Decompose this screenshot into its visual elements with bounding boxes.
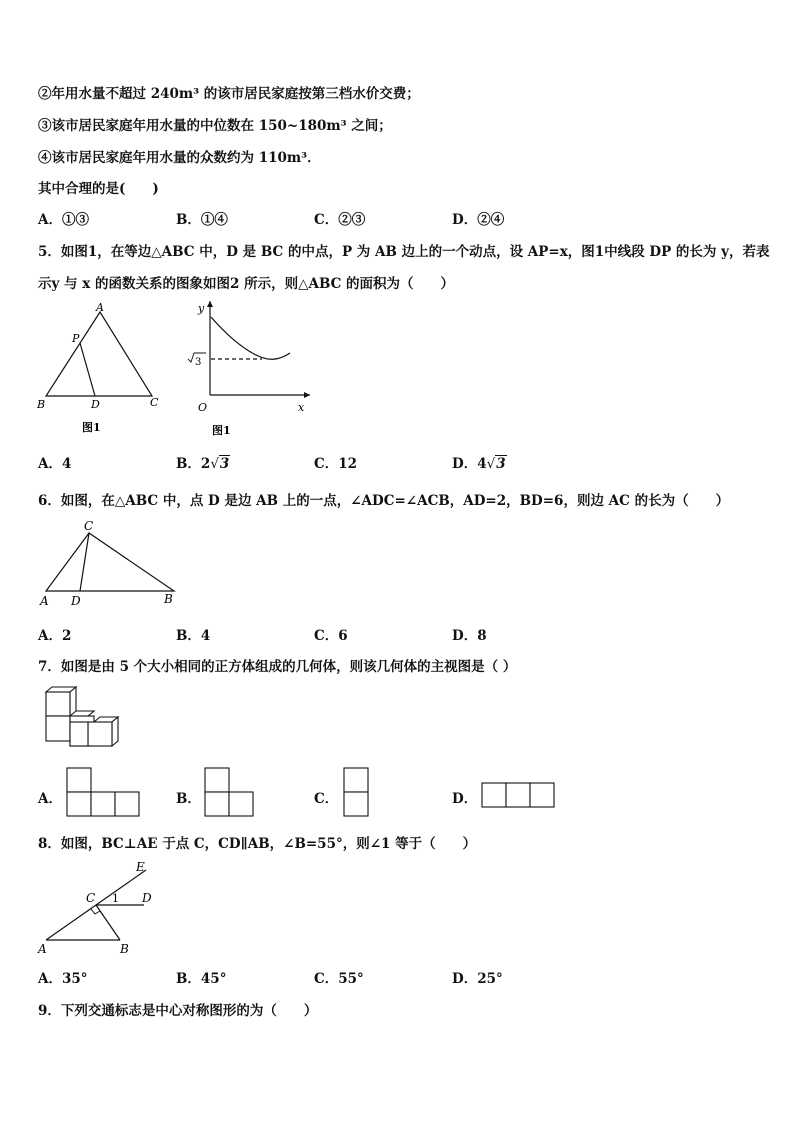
q8-option-d: D．25° xyxy=(452,971,503,987)
q6-option-c: C．6 xyxy=(314,628,348,644)
q5-option-d-radicand: 3 xyxy=(496,456,506,472)
q8-option-c: C．55° xyxy=(314,971,364,987)
q6-label-a: A xyxy=(40,594,49,608)
q8-label-e: E xyxy=(136,860,145,874)
statement-2: ②年用水量不超过 240m³ 的该市居民家庭按第三档水价交费； xyxy=(38,86,420,102)
fig1-caption: 图1 xyxy=(82,421,101,434)
q4-option-d: D．②④ xyxy=(452,212,505,228)
fig2-label-y: y xyxy=(198,302,205,315)
q7-option-a: A． xyxy=(38,791,62,807)
q7-option-c-view xyxy=(343,767,371,819)
q8-option-a: A．35° xyxy=(38,971,88,987)
q7-option-d-view xyxy=(481,782,559,810)
q7-option-b: B． xyxy=(176,791,201,807)
fig1-label-b: B xyxy=(37,398,46,411)
q6-label-b: B xyxy=(164,592,173,606)
fig1-label-d: D xyxy=(91,398,100,411)
q7-text: 7．如图是由 5 个大小相同的正方体组成的几何体，则该几何体的主视图是（ ） xyxy=(38,659,517,675)
q7-option-c: C． xyxy=(314,791,339,807)
q8-label-angle-1: 1 xyxy=(112,892,119,905)
q4-option-a: A．①③ xyxy=(38,212,89,228)
q8-label-d: D xyxy=(142,891,152,905)
q5-option-b-radicand: 3 xyxy=(219,456,230,472)
fig1-label-c: C xyxy=(150,396,159,409)
q7-option-a-view xyxy=(66,767,142,819)
q5-option-d: D．4√3 xyxy=(452,456,506,472)
q5-text-line1: 5．如图1，在等边△ABC 中，D 是 BC 的中点，P 为 AB 边上的一个动点，设 AP=x，图1中线段 DP 的长为 y，若表 xyxy=(38,244,770,260)
q4-option-b: B．①④ xyxy=(176,212,228,228)
q8-figure xyxy=(34,856,164,960)
fig1-label-p: P xyxy=(72,332,80,345)
q8-label-a: A xyxy=(38,942,47,956)
q6-option-b: B．4 xyxy=(176,628,211,644)
q5-figure-1 xyxy=(34,300,164,435)
fig2-label-sqrt3: 3 xyxy=(195,357,202,368)
q5-text-line2: 示y 与 x 的函数关系的图象如图2 所示，则△ABC 的面积为（ ） xyxy=(38,276,455,292)
fig2-label-x: x xyxy=(298,401,305,414)
q4-option-c: C．②③ xyxy=(314,212,366,228)
q7-solid-figure xyxy=(40,684,124,750)
statement-3: ③该市居民家庭年用水量的中位数在 150~180m³ 之间； xyxy=(38,118,392,134)
q6-option-d: D．8 xyxy=(452,628,487,644)
statement-4: ④该市居民家庭年用水量的众数约为 110m³． xyxy=(38,150,321,166)
q7-option-d: D． xyxy=(452,791,478,807)
q6-label-c: C xyxy=(84,519,94,533)
q6-option-a: A．2 xyxy=(38,628,72,644)
q8-label-b: B xyxy=(120,942,129,956)
fig2-label-o: O xyxy=(198,401,208,414)
q5-option-a: A．4 xyxy=(38,456,72,472)
fig1-label-a: A xyxy=(96,301,104,314)
q5-figure-2 xyxy=(180,295,320,440)
q8-text: 8．如图，BC⊥AE 于点 C，CD∥AB，∠B=55°，则∠1 等于（ ） xyxy=(38,836,477,852)
q9-text: 9．下列交通标志是中心对称图形的为（ ） xyxy=(38,1003,318,1019)
q5-option-b: B．2√3 xyxy=(176,456,230,472)
q6-text: 6．如图，在△ABC 中，点 D 是边 AB 上的一点，∠ADC=∠ACB，AD=2，BD=6，则边 AC 的长为（ ） xyxy=(38,493,730,509)
q8-label-c: C xyxy=(86,891,96,905)
question-prompt: 其中合理的是( ) xyxy=(38,181,159,197)
q5-option-c: C．12 xyxy=(314,456,358,472)
fig2-caption: 图1 xyxy=(212,424,231,437)
q8-option-b: B．45° xyxy=(176,971,227,987)
q6-figure xyxy=(36,517,186,609)
q6-label-d: D xyxy=(71,594,81,608)
q7-option-b-view xyxy=(204,767,258,819)
